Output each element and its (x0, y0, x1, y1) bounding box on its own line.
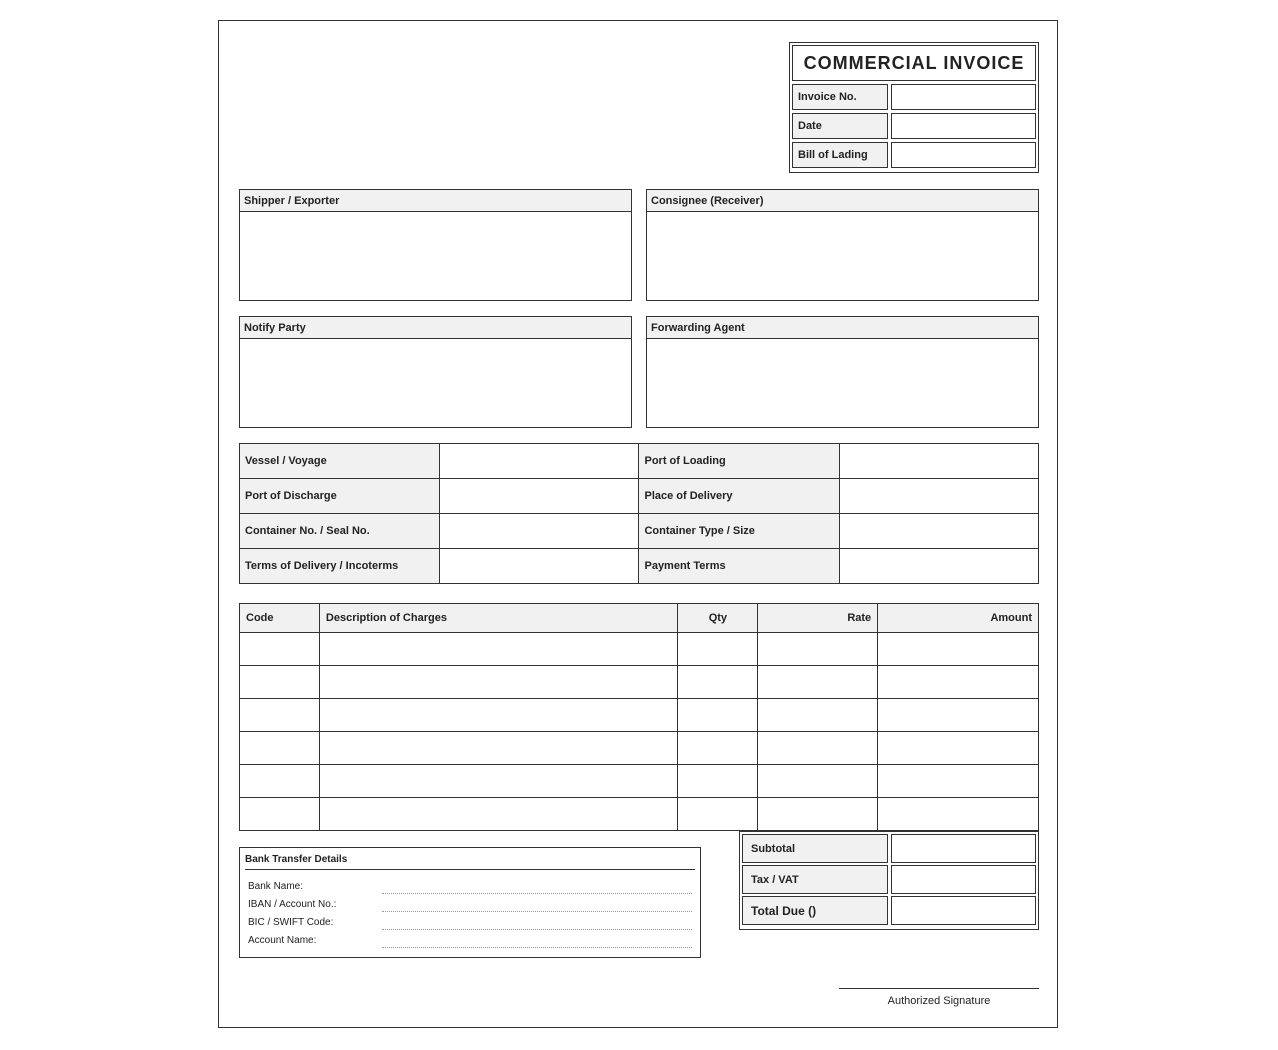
shipper-box (239, 189, 632, 301)
amount-cell[interactable] (878, 633, 1039, 666)
port-of-discharge-label: Port of Discharge (240, 479, 440, 514)
vessel-voyage-label: Vessel / Voyage (240, 444, 440, 479)
description-cell[interactable] (319, 633, 677, 666)
forwarding-agent-label: Forwarding Agent (647, 317, 1038, 339)
iban-label: IBAN / Account No.: (248, 899, 337, 910)
amount-header: Amount (878, 604, 1039, 633)
qty-cell[interactable] (678, 666, 758, 699)
rate-header: Rate (758, 604, 878, 633)
consignee-field[interactable] (647, 212, 1038, 300)
payment-terms-label: Payment Terms (639, 549, 839, 584)
shipping-row (240, 549, 1039, 584)
swift-field[interactable] (382, 917, 692, 930)
date-label: Date (792, 113, 888, 139)
signature-label: Authorized Signature (887, 995, 991, 1007)
subtotal-row (742, 834, 1036, 863)
signature-line[interactable] (839, 988, 1039, 989)
bill-of-lading-label: Bill of Lading (792, 142, 888, 168)
description-cell[interactable] (319, 666, 677, 699)
rate-cell[interactable] (758, 732, 878, 765)
description-header: Description of Charges (319, 604, 677, 633)
qty-cell[interactable] (678, 765, 758, 798)
account-name-label: Account Name: (248, 935, 317, 946)
amount-cell[interactable] (878, 732, 1039, 765)
rate-cell[interactable] (758, 798, 878, 831)
subtotal-field[interactable] (891, 834, 1036, 863)
amount-cell[interactable] (878, 699, 1039, 732)
date-field[interactable] (891, 113, 1036, 139)
place-of-delivery-field[interactable] (839, 479, 1038, 514)
subtotal-label: Subtotal (742, 834, 888, 863)
code-cell[interactable] (240, 732, 320, 765)
table-row (240, 699, 1039, 732)
qty-cell[interactable] (678, 798, 758, 831)
amount-cell[interactable] (878, 798, 1039, 831)
rate-cell[interactable] (758, 666, 878, 699)
port-of-discharge-field[interactable] (440, 479, 639, 514)
amount-cell[interactable] (878, 765, 1039, 798)
charges-body (240, 633, 1039, 831)
notify-party-box (239, 316, 632, 428)
table-row (240, 732, 1039, 765)
port-of-loading-label: Port of Loading (639, 444, 839, 479)
charges-table (239, 603, 1039, 831)
invoice-page (218, 20, 1058, 1028)
document-title: COMMERCIAL INVOICE (792, 45, 1036, 81)
amount-cell[interactable] (878, 666, 1039, 699)
bank-row (245, 876, 695, 894)
vessel-voyage-field[interactable] (440, 444, 639, 479)
shipper-label: Shipper / Exporter (240, 190, 631, 212)
shipping-row (240, 479, 1039, 514)
place-of-delivery-label: Place of Delivery (639, 479, 839, 514)
rate-cell[interactable] (758, 699, 878, 732)
container-no-label: Container No. / Seal No. (240, 514, 440, 549)
meta-row-bill-of-lading (792, 142, 1036, 168)
bank-row (245, 894, 695, 912)
table-row (240, 765, 1039, 798)
bank-details-box (239, 847, 701, 958)
bank-row (245, 912, 695, 930)
tax-row (742, 865, 1036, 894)
bank-row (245, 930, 695, 948)
charges-header-row (240, 604, 1039, 633)
qty-cell[interactable] (678, 633, 758, 666)
incoterms-label: Terms of Delivery / Incoterms (240, 549, 440, 584)
totals-box (739, 831, 1039, 930)
bank-name-field[interactable] (382, 881, 692, 894)
table-row (240, 633, 1039, 666)
bank-name-label: Bank Name: (248, 881, 304, 892)
rate-cell[interactable] (758, 765, 878, 798)
account-name-field[interactable] (382, 935, 692, 948)
qty-cell[interactable] (678, 699, 758, 732)
port-of-loading-field[interactable] (839, 444, 1038, 479)
swift-label: BIC / SWIFT Code: (248, 917, 334, 928)
description-cell[interactable] (319, 699, 677, 732)
qty-cell[interactable] (678, 732, 758, 765)
code-cell[interactable] (240, 699, 320, 732)
bank-details-title: Bank Transfer Details (245, 854, 695, 870)
rate-cell[interactable] (758, 633, 878, 666)
description-cell[interactable] (319, 798, 677, 831)
description-cell[interactable] (319, 732, 677, 765)
shipping-details-table (239, 443, 1039, 584)
code-cell[interactable] (240, 666, 320, 699)
total-due-label: Total Due () (742, 896, 888, 925)
incoterms-field[interactable] (440, 549, 639, 584)
tax-field[interactable] (891, 865, 1036, 894)
invoice-header-box (789, 42, 1039, 173)
code-header: Code (240, 604, 320, 633)
total-due-field[interactable] (891, 896, 1036, 925)
forwarding-agent-field[interactable] (647, 339, 1038, 427)
notify-party-field[interactable] (240, 339, 631, 427)
bill-of-lading-field[interactable] (891, 142, 1036, 168)
code-cell[interactable] (240, 633, 320, 666)
description-cell[interactable] (319, 765, 677, 798)
table-row (240, 798, 1039, 831)
meta-row-invoice-no (792, 84, 1036, 110)
forwarding-agent-box (646, 316, 1039, 428)
table-row (240, 666, 1039, 699)
notify-party-label: Notify Party (240, 317, 631, 339)
iban-field[interactable] (382, 899, 692, 912)
total-due-row (742, 896, 1036, 925)
container-type-field[interactable] (839, 514, 1038, 549)
container-no-field[interactable] (440, 514, 639, 549)
invoice-no-field[interactable] (891, 84, 1036, 110)
invoice-no-label: Invoice No. (792, 84, 888, 110)
code-cell[interactable] (240, 798, 320, 831)
payment-terms-field[interactable] (839, 549, 1038, 584)
shipping-row (240, 514, 1039, 549)
qty-header: Qty (678, 604, 758, 633)
consignee-box (646, 189, 1039, 301)
shipper-field[interactable] (240, 212, 631, 300)
shipping-row (240, 444, 1039, 479)
tax-label: Tax / VAT (742, 865, 888, 894)
meta-row-date (792, 113, 1036, 139)
container-type-label: Container Type / Size (639, 514, 839, 549)
consignee-label: Consignee (Receiver) (647, 190, 1038, 212)
code-cell[interactable] (240, 765, 320, 798)
